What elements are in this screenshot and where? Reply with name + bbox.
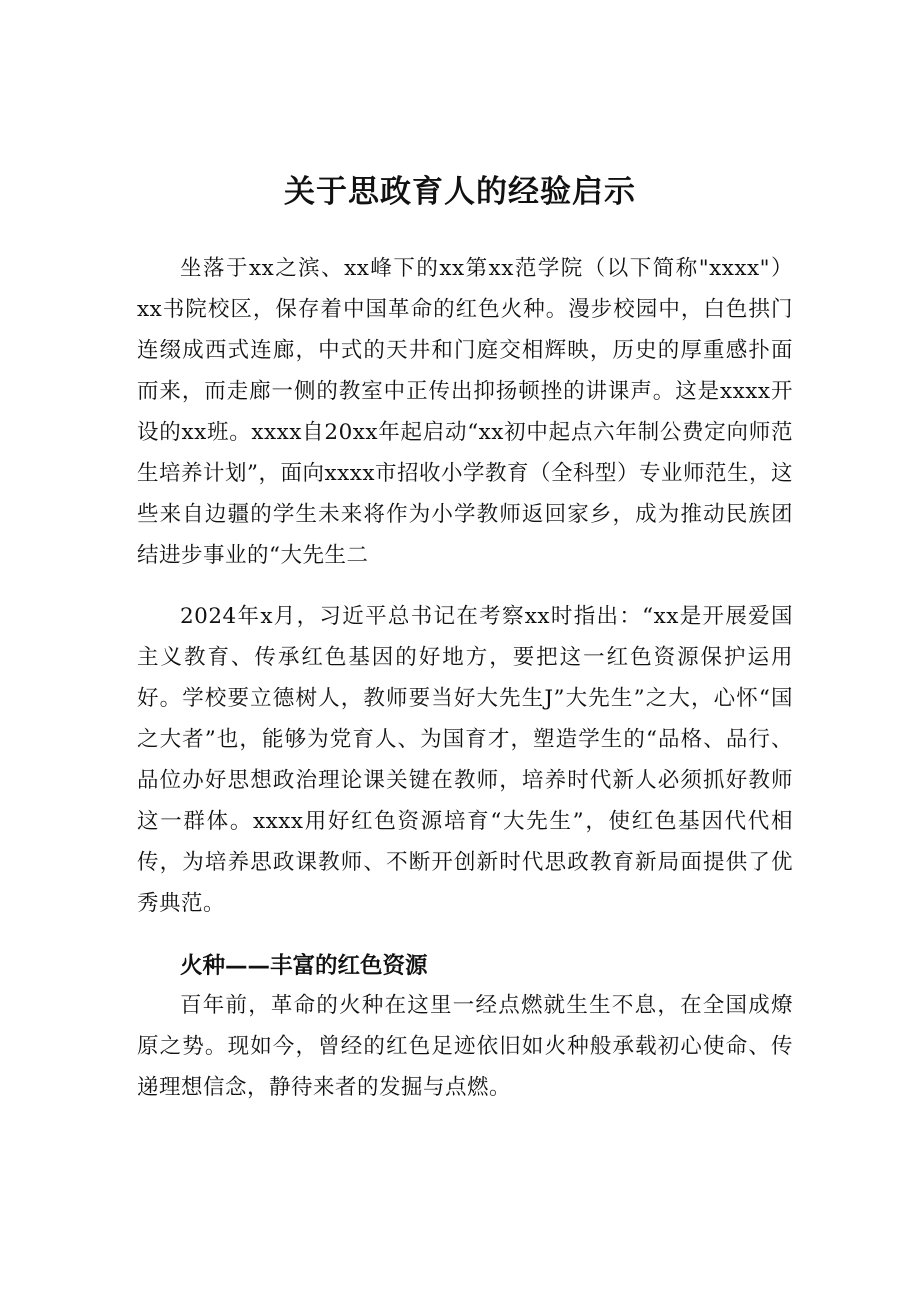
paragraph-section: 百年前，革命的火种在这里一经点燃就生生不息，在全国成燎原之势。现如今，曾经的红色足迹依旧如火种般承载初心使命、传递理想信念，静待来者的发掘与点燃。 (137, 993, 793, 1100)
section-heading: 火种——丰富的红色资源 (180, 953, 428, 979)
document-title: 关于思政育人的经验启示 (284, 173, 636, 210)
paragraph-speech: 2024年x月，习近平总书记在考察xx时指出：“xx是开展爱国主义教育、传承红色基因的好地方，要把这一红色资源保护运用好。学校要立德树人，教师要当好大先生J”大先生”之大，心怀“国之大者”也，能够为党育人、为国育才，塑造学生的“品格、品行、品位办好思想政治理论课关键在教师，培养时代新人必须抓好教师这一群体。xxxx用好红色资源培育“大先生”，使红色基因代代相传，为培养思政课教师、不断开创新时代思政教育新局面提供了优秀典范。 (137, 604, 793, 916)
paragraph-intro: 坐落于xx之滨、xx峰下的xx第xx范学院（以下简称"xxxx"）xx书院校区，保存着中国革命的红色火种。漫步校园中，白色拱门连缀成西式连廊，中式的天井和门庭交相辉映，历史的厚重感扑面而来，而走廊一侧的教室中正传出抑扬顿挫的讲课声。这是xxxx开设的xx班。xxxx自20xx年起启动“xx初中起点六年制公费定向师范生培养计划”，面向xxxx市招收小学教育（全科型）专业师范生，这些来自边疆的学生未来将作为小学教师返回家乡，成为推动民族团结进步事业的“大先生二 (137, 256, 793, 568)
